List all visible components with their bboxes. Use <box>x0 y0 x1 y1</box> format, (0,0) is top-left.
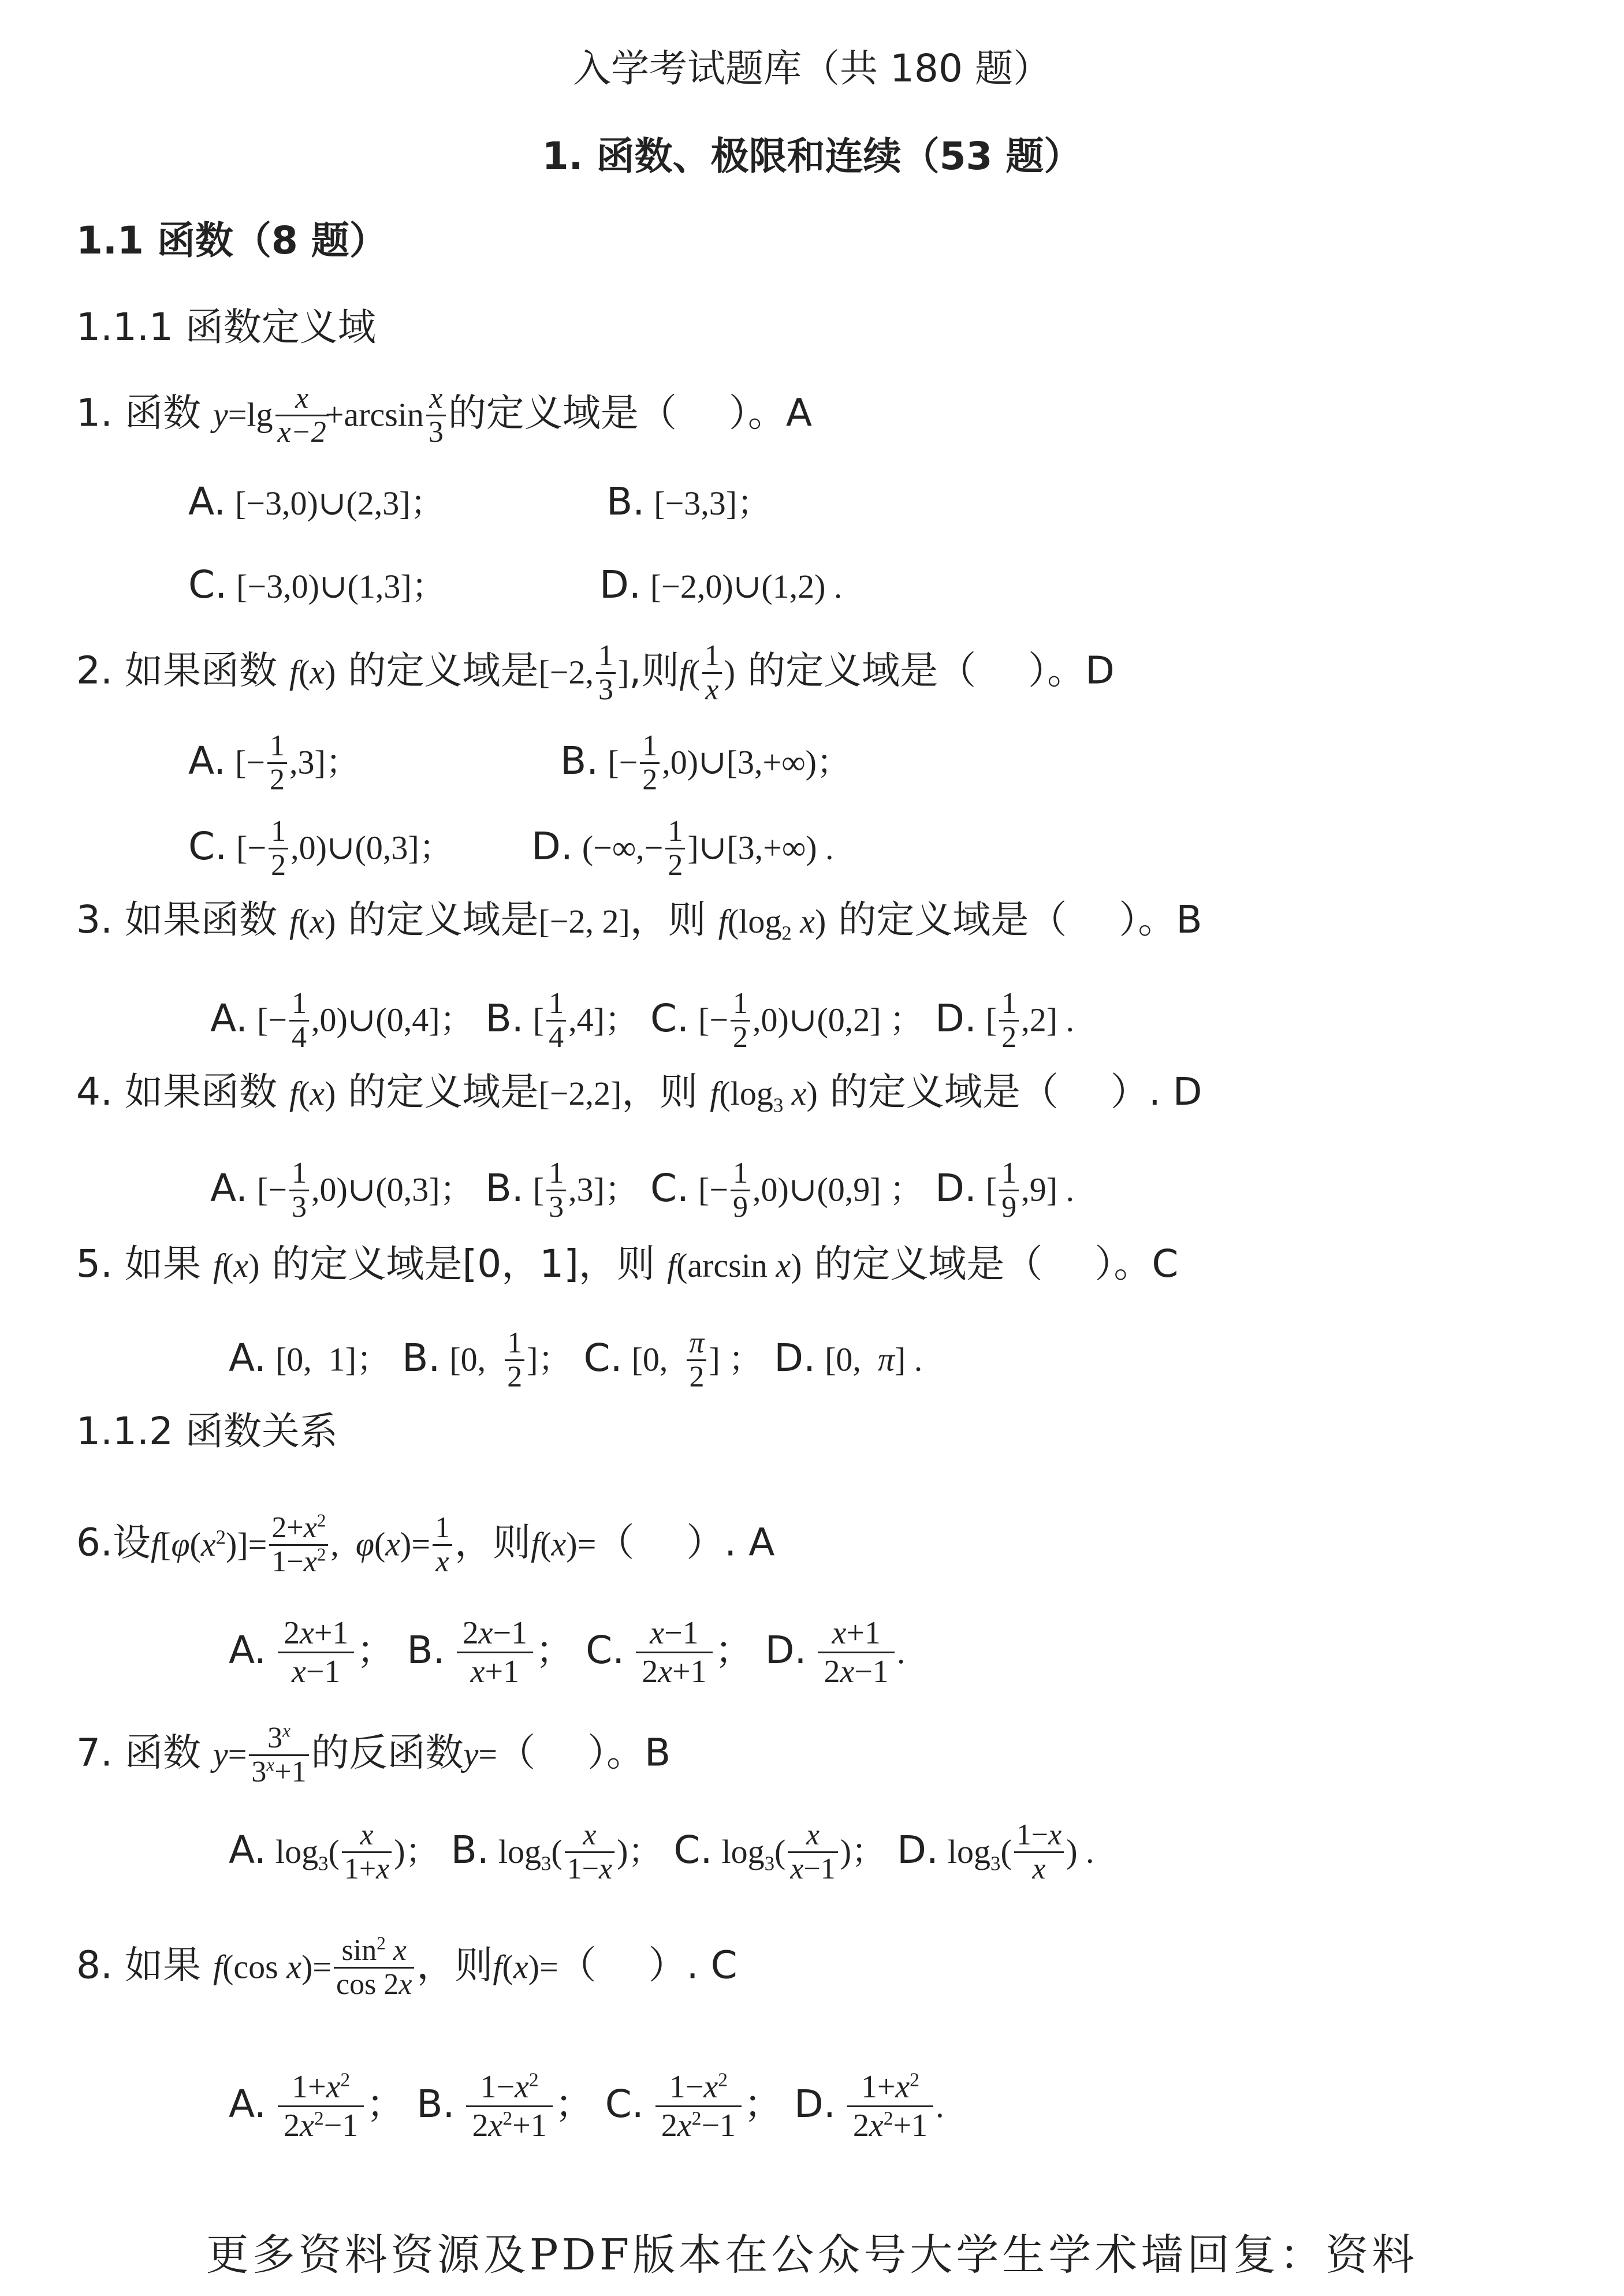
question-1: 1. 函数 y=lg $\frac{x}{x-2}$ +arcsin $\frac{x}{3}$ 的定义域是（ ）。A <box>76 382 813 449</box>
question-2-option-a: A. [− $\frac{1}{2}$ ,3]； <box>188 729 359 797</box>
question-3-options: A. [− $\frac{1}{4}$ ,0)∪(0,4]； B. [ $\frac{1}{4}$ ,4]； C. [− $\frac{1}{2}$ ,0)∪(0,2] ； D. [ $\frac{1}{2}$ ,2] . <box>210 987 1075 1054</box>
fraction: $\frac{x-1}{2x+1}$ <box>636 1615 712 1691</box>
fraction: $\frac{1+x^2}{2x^2-1}$ <box>278 2068 364 2145</box>
question-4-options: A. [− $\frac{1}{3}$ ,0)∪(0,3]； B. [ $\frac{1}{3}$ ,3]； C. [− $\frac{1}{9}$ ,0)∪(0,9] ； D. [ $\frac{1}{9}$ ,9] . <box>210 1157 1075 1224</box>
question-5-options: A. [0, 1]； B. [0, $\frac{1}{2}$ ]； C. [0, $\frac{\pi}{2}$ ] ； D. [0, π] . <box>229 1326 923 1394</box>
question-2-option-c: C. [− $\frac{1}{2}$ ,0)∪(0,3]； <box>188 815 453 882</box>
fraction: $\frac{1}{2}$ <box>665 815 685 882</box>
subsection-heading-1-1-1: 1.1.1 函数定义域 <box>76 305 376 349</box>
question-7: 7. 函数 y= $\frac{3^x}{3^x+1}$ 的反函数y=（ ）。B <box>76 1720 671 1789</box>
question-number: 4. <box>76 1069 113 1114</box>
question-number: 7. <box>76 1730 113 1775</box>
chapter-heading: 1. 函数、极限和连续（53 题） <box>542 134 1082 178</box>
subsection-heading-1-1-2: 1.1.2 函数关系 <box>76 1409 338 1453</box>
fraction: $\frac{1}{9}$ <box>731 1157 750 1224</box>
section-heading-1-1: 1.1 函数（8 题） <box>76 218 388 263</box>
fraction: $\frac{x}{1-x}$ <box>565 1819 614 1885</box>
fraction: $\frac{1}{2}$ <box>267 730 287 796</box>
fraction: $\frac{1-x}{x}$ <box>1014 1819 1064 1885</box>
document-title: 入学考试题库（共 180 题） <box>573 46 1051 91</box>
fraction: $\frac{x}{x-2}$ <box>275 382 329 449</box>
fraction: $\frac{2x+1}{x-1}$ <box>278 1615 354 1691</box>
question-number: 5. <box>76 1242 113 1286</box>
question-1-option-d: D. [−2,0)∪(1,2) . <box>599 562 843 607</box>
question-number: 3. <box>76 897 113 942</box>
footer-note: 更多资料资源及PDF版本在公众号大学生学术墙回复：资料 <box>206 2230 1418 2280</box>
fraction: $\frac{2+x^2}{1-x^2}$ <box>269 1512 328 1578</box>
fraction: $\frac{1}{x}$ <box>702 640 722 706</box>
question-number: 2. <box>76 648 113 693</box>
fraction: $\frac{1}{2}$ <box>640 730 660 796</box>
formula: y=lg <box>213 396 273 434</box>
question-1-option-c: C. [−3,0)∪(1,3]； <box>188 562 445 607</box>
question-number: 1. <box>76 390 113 435</box>
fraction: $\frac{1+x^2}{2x^2+1}$ <box>847 2068 933 2145</box>
question-1-option-a: A. [−3,0)∪(2,3]； <box>188 479 444 524</box>
fraction: $\frac{2x-1}{x+1}$ <box>457 1615 533 1691</box>
question-8: 8. 如果 f(cos x)= $\frac{\sin^2 x}{\cos 2x}$ ，则f(x)=（ ）. C <box>76 1933 737 2001</box>
question-6-options: A. $\frac{2x+1}{x-1}$ ； B. $\frac{2x-1}{x+1}$ ； C. $\frac{x-1}{2x+1}$ ； D. $\frac{x+1}{2x-1}$ . <box>229 1615 906 1690</box>
fraction: $\frac{1-x^2}{2x^2-1}$ <box>655 2068 742 2145</box>
fraction: $\frac{1}{2}$ <box>505 1327 524 1393</box>
fraction: $\frac{\sin^2 x}{\cos 2x}$ <box>334 1935 414 2001</box>
fraction: $\frac{1}{x}$ <box>433 1512 452 1578</box>
question-number: 8. <box>76 1943 113 1988</box>
question-1-option-b: B. [−3,3]； <box>606 479 771 524</box>
fraction: $\frac{x+1}{2x-1}$ <box>818 1615 894 1691</box>
question-3: 3. 如果函数 f(x) 的定义域是[−2, 2]，则 $f(\log_2$ x) 的定义域是（ ）。B <box>76 897 1202 945</box>
fraction: $\frac{1}{4}$ <box>546 987 566 1054</box>
question-2-option-b: B. [− $\frac{1}{2}$ ,0)∪[3,+∞)； <box>560 729 850 797</box>
fraction: $\frac{3^x}{3^x+1}$ <box>249 1722 308 1788</box>
question-number: 6.设 <box>76 1520 151 1565</box>
fraction: $\frac{1}{4}$ <box>289 987 309 1054</box>
fraction: $\frac{1-x^2}{2x^2+1}$ <box>466 2068 552 2145</box>
fraction: $\frac{1}{3}$ <box>596 640 616 706</box>
fraction: $\frac{1}{9}$ <box>999 1157 1019 1224</box>
question-6: 6.设$f[\varphi(x^2)]=$ $\frac{2+x^2}{1-x^2}$ , φ(x)= $\frac{1}{x}$ ，则f(x)=（ ）. A <box>76 1510 775 1579</box>
question-5: 5. 如果 f(x) 的定义域是[0，1]，则 f(arcsin x) 的定义域是（ ）。C <box>76 1242 1179 1286</box>
fraction: $\frac{1}{2}$ <box>269 815 288 882</box>
question-7-options: A. $\log_3$( $\frac{x}{1+x}$ )； B. $\log_3$( $\frac{x}{1-x}$ )； C. $\log_3$( $\frac{x}{x-1}$ )； D. $\log_3$( $\frac{1-x}{x}$ ) . <box>229 1818 1094 1886</box>
fraction: $\frac{1}{3}$ <box>289 1157 309 1224</box>
question-2: 2. 如果函数 f(x) 的定义域是[−2, $\frac{1}{3}$ ],则f( $\frac{1}{x}$ ) 的定义域是（ ）。D <box>76 639 1115 707</box>
fraction: $\frac{\pi}{2}$ <box>687 1327 706 1393</box>
question-2-option-d: D. (−∞,− $\frac{1}{2}$ ]∪[3,+∞) . <box>531 815 834 882</box>
question-8-options: A. $\frac{1+x^2}{2x^2-1}$ ； B. $\frac{1-x^2}{2x^2+1}$ ； C. $\frac{1-x^2}{2x^2-1}$ ； D. $\frac{1+x^2}{2x^2+1}$ . <box>229 2069 944 2144</box>
question-4: 4. 如果函数 f(x) 的定义域是[−2,2]，则 $f(\log_3$ x) 的定义域是（ ）. D <box>76 1069 1202 1117</box>
fraction: $\frac{1}{3}$ <box>546 1157 566 1224</box>
fraction: $\frac{x}{x-1}$ <box>788 1819 837 1885</box>
fraction: $\frac{1}{2}$ <box>999 987 1019 1054</box>
fraction: $\frac{x}{3}$ <box>426 382 446 449</box>
fraction: $\frac{x}{1+x}$ <box>342 1819 392 1885</box>
fraction: $\frac{1}{2}$ <box>731 987 750 1054</box>
